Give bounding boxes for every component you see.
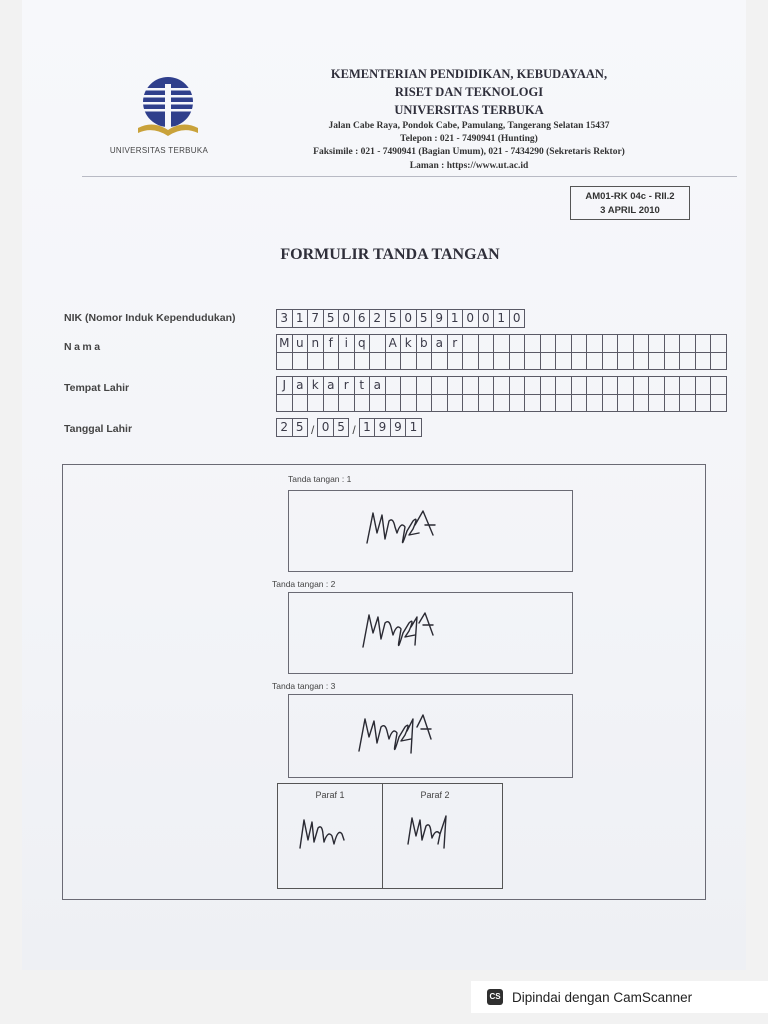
tempat-char-cell [679, 394, 696, 412]
nama-char-cell [633, 334, 650, 353]
nama-char-cell: b [416, 334, 433, 353]
nik-digit-cell: 0 [509, 309, 526, 328]
signature-3-label: Tanda tangan : 3 [272, 681, 336, 691]
paraf-box [277, 783, 503, 889]
nama-char-cell [586, 334, 603, 353]
tempat-char-cell: a [292, 376, 309, 395]
tempat-char-cell: a [369, 376, 386, 395]
nama-char-cell [602, 352, 619, 370]
nama-char-cell [400, 352, 417, 370]
nama-char-cell [540, 352, 557, 370]
nama-char-cell [586, 352, 603, 370]
tempat-char-cell [292, 394, 309, 412]
nama-char-cell [695, 352, 712, 370]
nama-char-cell [509, 352, 526, 370]
nik-digit-cell: 0 [400, 309, 417, 328]
nama-char-cell: A [385, 334, 402, 353]
nama-char-cell [555, 334, 572, 353]
tempat-char-cell [710, 376, 727, 395]
nama-char-cell: f [323, 334, 340, 353]
nama-char-cell: q [354, 334, 371, 353]
tempat-char-cell: a [323, 376, 340, 395]
tempat-char-cell [478, 394, 495, 412]
nik-digit-cell: 1 [447, 309, 464, 328]
nama-char-cell: k [400, 334, 417, 353]
tempat-char-cell [664, 394, 681, 412]
tempat-char-cell [400, 376, 417, 395]
tempat-char-cell [462, 376, 479, 395]
nama-char-cell [478, 334, 495, 353]
nama-char-cell [617, 334, 634, 353]
tanggal-year-cell: 1 [359, 418, 376, 437]
nama-char-cell [369, 352, 386, 370]
tanggal-month-cell: 5 [333, 418, 350, 437]
nama-char-cell [493, 334, 510, 353]
tempat-char-cell [679, 376, 696, 395]
tempat-char-cell: k [307, 376, 324, 395]
address: Jalan Cabe Raya, Pondok Cabe, Pamulang, Tangerang Selatan 15437 [328, 121, 610, 131]
nama-char-cell [710, 334, 727, 353]
nik-digit-cell: 5 [416, 309, 433, 328]
tanggal-month-cell: 0 [317, 418, 334, 437]
nik-digit-cell: 0 [338, 309, 355, 328]
header-divider [82, 176, 737, 177]
nik-digit-cell: 1 [493, 309, 510, 328]
signature-2-label: Tanda tangan : 2 [272, 579, 336, 589]
tempat-char-cell [571, 394, 588, 412]
nama-char-cell [664, 334, 681, 353]
nik-field [276, 309, 524, 328]
nama-char-cell [679, 352, 696, 370]
tempat-char-cell [633, 394, 650, 412]
nama-char-cell: i [338, 334, 355, 353]
nama-char-cell [462, 334, 479, 353]
tempat-char-cell [354, 394, 371, 412]
tempat-char-cell [416, 394, 433, 412]
tempat-char-cell: t [354, 376, 371, 395]
tempat-char-cell [555, 376, 572, 395]
tempat-char-cell [447, 394, 464, 412]
document-code-box [570, 186, 690, 220]
scanned-document [22, 0, 746, 970]
tempat-char-cell [447, 376, 464, 395]
nik-digit-cell: 6 [354, 309, 371, 328]
nama-char-cell: n [307, 334, 324, 353]
nik-digit-cell: 3 [276, 309, 293, 328]
nama-char-cell [633, 352, 650, 370]
nik-digit-cell: 1 [292, 309, 309, 328]
tempat-char-cell [617, 376, 634, 395]
tempat-char-cell [338, 394, 355, 412]
signature-3-box [288, 694, 573, 778]
nama-char-cell [478, 352, 495, 370]
tempat-char-cell [462, 394, 479, 412]
date-separator: / [311, 423, 315, 437]
tempat-char-cell: r [338, 376, 355, 395]
nama-char-cell [524, 352, 541, 370]
nama-char-cell [695, 334, 712, 353]
tempat-char-cell [416, 376, 433, 395]
nama-label: Nama [64, 341, 103, 353]
tempat-char-cell [509, 376, 526, 395]
tanggal-year-cell: 1 [405, 418, 422, 437]
phone: Telepon : 021 - 7490941 (Hunting) [400, 134, 538, 144]
ministry-name-line-2: RISET DAN TEKNOLOGI [394, 85, 544, 99]
tempat-char-cell [400, 394, 417, 412]
tempat-char-cell: J [276, 376, 293, 395]
logo-caption: UNIVERSITAS TERBUKA [109, 146, 209, 155]
tempat-char-cell [571, 376, 588, 395]
nama-char-cell [431, 352, 448, 370]
tempat-char-cell [617, 394, 634, 412]
tempat-lahir-label: Tempat Lahir [64, 382, 130, 394]
nama-char-cell [540, 334, 557, 353]
tempat-char-cell [524, 394, 541, 412]
tempat-char-cell [524, 376, 541, 395]
nama-char-cell: u [292, 334, 309, 353]
nama-char-cell [307, 352, 324, 370]
university-name: UNIVERSITAS TERBUKA [394, 103, 544, 117]
paraf-1-label: Paraf 1 [315, 790, 345, 800]
paraf-handwriting [278, 804, 502, 888]
nama-char-cell [509, 334, 526, 353]
tanggal-lahir-field [276, 418, 421, 437]
nama-char-cell [338, 352, 355, 370]
ministry-name-line-1: KEMENTERIAN PENDIDIKAN, KEBUDAYAAN, [330, 67, 608, 81]
tempat-char-cell [586, 394, 603, 412]
signature-1-box [288, 490, 573, 572]
nik-digit-cell: 0 [462, 309, 479, 328]
nama-char-cell [493, 352, 510, 370]
tempat-char-cell [276, 394, 293, 412]
nama-char-cell [571, 352, 588, 370]
tempat-char-cell [555, 394, 572, 412]
tempat-char-cell [586, 376, 603, 395]
nama-char-cell [385, 352, 402, 370]
signature-1-handwriting [289, 491, 572, 571]
nama-char-cell [571, 334, 588, 353]
document-code-date: 3 APRIL 2010 [600, 205, 660, 216]
nama-char-cell [617, 352, 634, 370]
nama-char-cell [524, 334, 541, 353]
tempat-char-cell [648, 394, 665, 412]
tanggal-day-cell: 5 [292, 418, 309, 437]
date-separator: / [352, 423, 356, 437]
camscanner-icon: CS [487, 989, 503, 1005]
tempat-char-cell [664, 376, 681, 395]
tempat-char-cell [602, 376, 619, 395]
tempat-char-cell [323, 394, 340, 412]
nama-char-cell [664, 352, 681, 370]
nama-char-cell [648, 352, 665, 370]
camscanner-watermark [471, 981, 768, 1013]
nik-digit-cell: 9 [431, 309, 448, 328]
nik-digit-cell: 7 [307, 309, 324, 328]
nama-char-cell: r [447, 334, 464, 353]
form-title: FORMULIR TANDA TANGAN [280, 246, 500, 263]
tempat-char-cell [478, 376, 495, 395]
nama-char-cell [679, 334, 696, 353]
nama-char-cell [369, 334, 386, 353]
nama-char-cell [276, 352, 293, 370]
fax: Faksimile : 021 - 7490941 (Bagian Umum), 021 - 7434290 (Sekretaris Rektor) [313, 147, 625, 157]
nama-char-cell [354, 352, 371, 370]
signature-2-handwriting [289, 593, 572, 673]
tempat-char-cell [509, 394, 526, 412]
tanggal-day-cell: 2 [276, 418, 293, 437]
tempat-lahir-field [276, 376, 726, 412]
nik-digit-cell: 0 [478, 309, 495, 328]
tempat-char-cell [431, 394, 448, 412]
universitas-terbuka-logo [118, 76, 218, 138]
signature-2-box [288, 592, 573, 674]
document-code: AM01-RK 04c - RII.2 [585, 191, 675, 202]
nama-char-cell [323, 352, 340, 370]
tempat-char-cell [695, 394, 712, 412]
tempat-char-cell [385, 394, 402, 412]
website: Laman : https://www.ut.ac.id [409, 161, 529, 171]
nama-char-cell [292, 352, 309, 370]
nama-char-cell [555, 352, 572, 370]
camscanner-text: Dipindai dengan CamScanner [512, 989, 693, 1005]
tempat-char-cell [431, 376, 448, 395]
nama-char-cell: M [276, 334, 293, 353]
nama-char-cell [416, 352, 433, 370]
signature-1-label: Tanda tangan : 1 [288, 474, 352, 484]
tempat-char-cell [695, 376, 712, 395]
nama-char-cell: a [431, 334, 448, 353]
tempat-char-cell [540, 376, 557, 395]
tempat-char-cell [493, 394, 510, 412]
tempat-char-cell [540, 394, 557, 412]
nik-digit-cell: 5 [385, 309, 402, 328]
signature-3-handwriting [289, 695, 572, 777]
tanggal-year-cell: 9 [374, 418, 391, 437]
tempat-char-cell [633, 376, 650, 395]
tanggal-lahir-label: Tanggal Lahir [64, 423, 133, 435]
tempat-char-cell [493, 376, 510, 395]
tempat-char-cell [307, 394, 324, 412]
nik-digit-cell: 5 [323, 309, 340, 328]
tempat-char-cell [648, 376, 665, 395]
paraf-2-label: Paraf 2 [420, 790, 450, 800]
tempat-char-cell [602, 394, 619, 412]
nik-digit-cell: 2 [369, 309, 386, 328]
tempat-char-cell [385, 376, 402, 395]
nama-char-cell [710, 352, 727, 370]
nama-char-cell [462, 352, 479, 370]
nama-char-cell [602, 334, 619, 353]
nama-field [276, 334, 726, 370]
nama-char-cell [447, 352, 464, 370]
nama-char-cell [648, 334, 665, 353]
tempat-char-cell [369, 394, 386, 412]
tempat-char-cell [710, 394, 727, 412]
nik-label: NIK (Nomor Induk Kependudukan) [64, 312, 236, 324]
tanggal-year-cell: 9 [390, 418, 407, 437]
